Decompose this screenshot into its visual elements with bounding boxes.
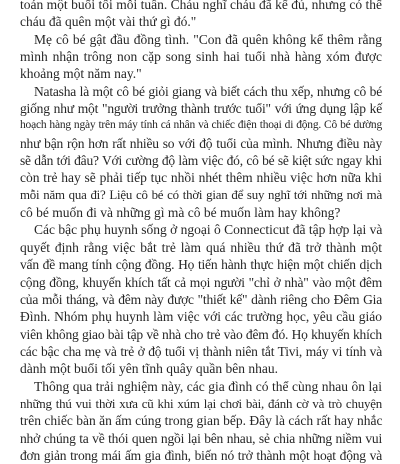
paragraph bbox=[0, 31, 400, 83]
text-line: mình nhận trông non cặp song sinh hai tuổi nhà hàng xóm được bbox=[20, 49, 382, 65]
text-line: dành một buổi tối yên tĩnh quây quần bên nhau. bbox=[20, 361, 278, 377]
text-line: giống như một "người trưởng thành trước tuổi" với ứng dụng lập kế bbox=[20, 101, 382, 117]
text-line: mỗi năm qua đi? Liệu cô bé có thời gian để suy nghĩ tới những nơi mà bbox=[20, 187, 382, 202]
text-line: Mẹ cô bé gật đầu đồng tình. "Con đã quên không kể thêm rằng bbox=[34, 31, 382, 47]
text-line: các bậc cha mẹ và trẻ ở độ tuổi vị thành niên tắt Tivi, máy vi tính và bbox=[20, 343, 382, 359]
text-line: Đình. Nhóm phụ huynh làm việc với các trường học, yêu cầu giáo bbox=[20, 309, 382, 325]
paragraph bbox=[0, 378, 400, 464]
paragraph bbox=[0, 83, 400, 222]
text-line: nhở chúng ta về thói quen ngồi lại bên nhau, sẻ chia những niềm vui bbox=[20, 430, 382, 446]
text-line: viên không giao bài tập về nhà cho trẻ vào đêm đó. Họ khuyến khích bbox=[20, 326, 382, 342]
paragraph bbox=[0, 221, 400, 377]
text-line: Các bậc phụ huynh sống ở ngoại ô Connecticut đã tập hợp lại và bbox=[34, 222, 383, 238]
text-line: còn trẻ hay sẽ phải tiếp tục nhồi nhét thêm nhiều việc hơn nữa khi bbox=[20, 170, 382, 186]
text-line: khoảng một năm nay." bbox=[20, 66, 142, 82]
text-line: của mỗi tháng, và đêm này được "thiết kế" dành riêng cho Đêm Gia bbox=[20, 291, 382, 307]
text-line: như bận rộn hơn rất nhiều so với độ tuổi của mình. Nhưng điều này bbox=[20, 135, 382, 151]
text-line: trên chiếc bàn ăn ấm cúng trong gian bếp. Đây là cách rất hay nhắc bbox=[20, 413, 383, 429]
text-line: toán một buổi tối mỗi tuần. Cháu nghĩ cháu đã kể đủ, nhưng có thể bbox=[20, 0, 382, 12]
text-line: cháu đã quên một vài thứ gì đó." bbox=[20, 14, 197, 30]
text-line: Natasha là một cô bé giỏi giang và biết cách thu xếp, nhưng cô bé bbox=[34, 83, 382, 99]
text-line: vấn đề mang tính cộng đồng. Họ tiến hành thực hiện một chiến dịch bbox=[20, 257, 382, 273]
paragraph-continued bbox=[0, 0, 400, 31]
text-line: quyết định rằng việc bắt trẻ làm quá nhiều thứ đã trở thành một bbox=[20, 239, 382, 255]
text-line: đơn giản trong mái ấm gia đình, biến nó trở thành một hoạt động và bbox=[20, 447, 382, 463]
text-line: Thông qua trải nghiệm này, các gia đình có thể cùng nhau ôn lại bbox=[34, 378, 382, 394]
text-line: hoạch hàng ngày trên máy tính cá nhân và chiếc điện thoại di động. Cô bé dường bbox=[20, 119, 382, 132]
text-line: cộng đồng, khuyến khích tất cả mọi người "chỉ ở nhà" vào một đêm bbox=[20, 274, 382, 290]
text-line: sẽ dẫn tới đâu? Với cường độ làm việc đó, cô bé sẽ kiệt sức ngay khi bbox=[20, 153, 382, 169]
text-line: những thú vui thời xưa cũ khi xúm lại chơi bài, đánh cờ và trò chuyện bbox=[20, 395, 382, 411]
text-line: cô bé muốn đi và những gì mà cô bé muốn làm hay không? bbox=[20, 205, 341, 221]
